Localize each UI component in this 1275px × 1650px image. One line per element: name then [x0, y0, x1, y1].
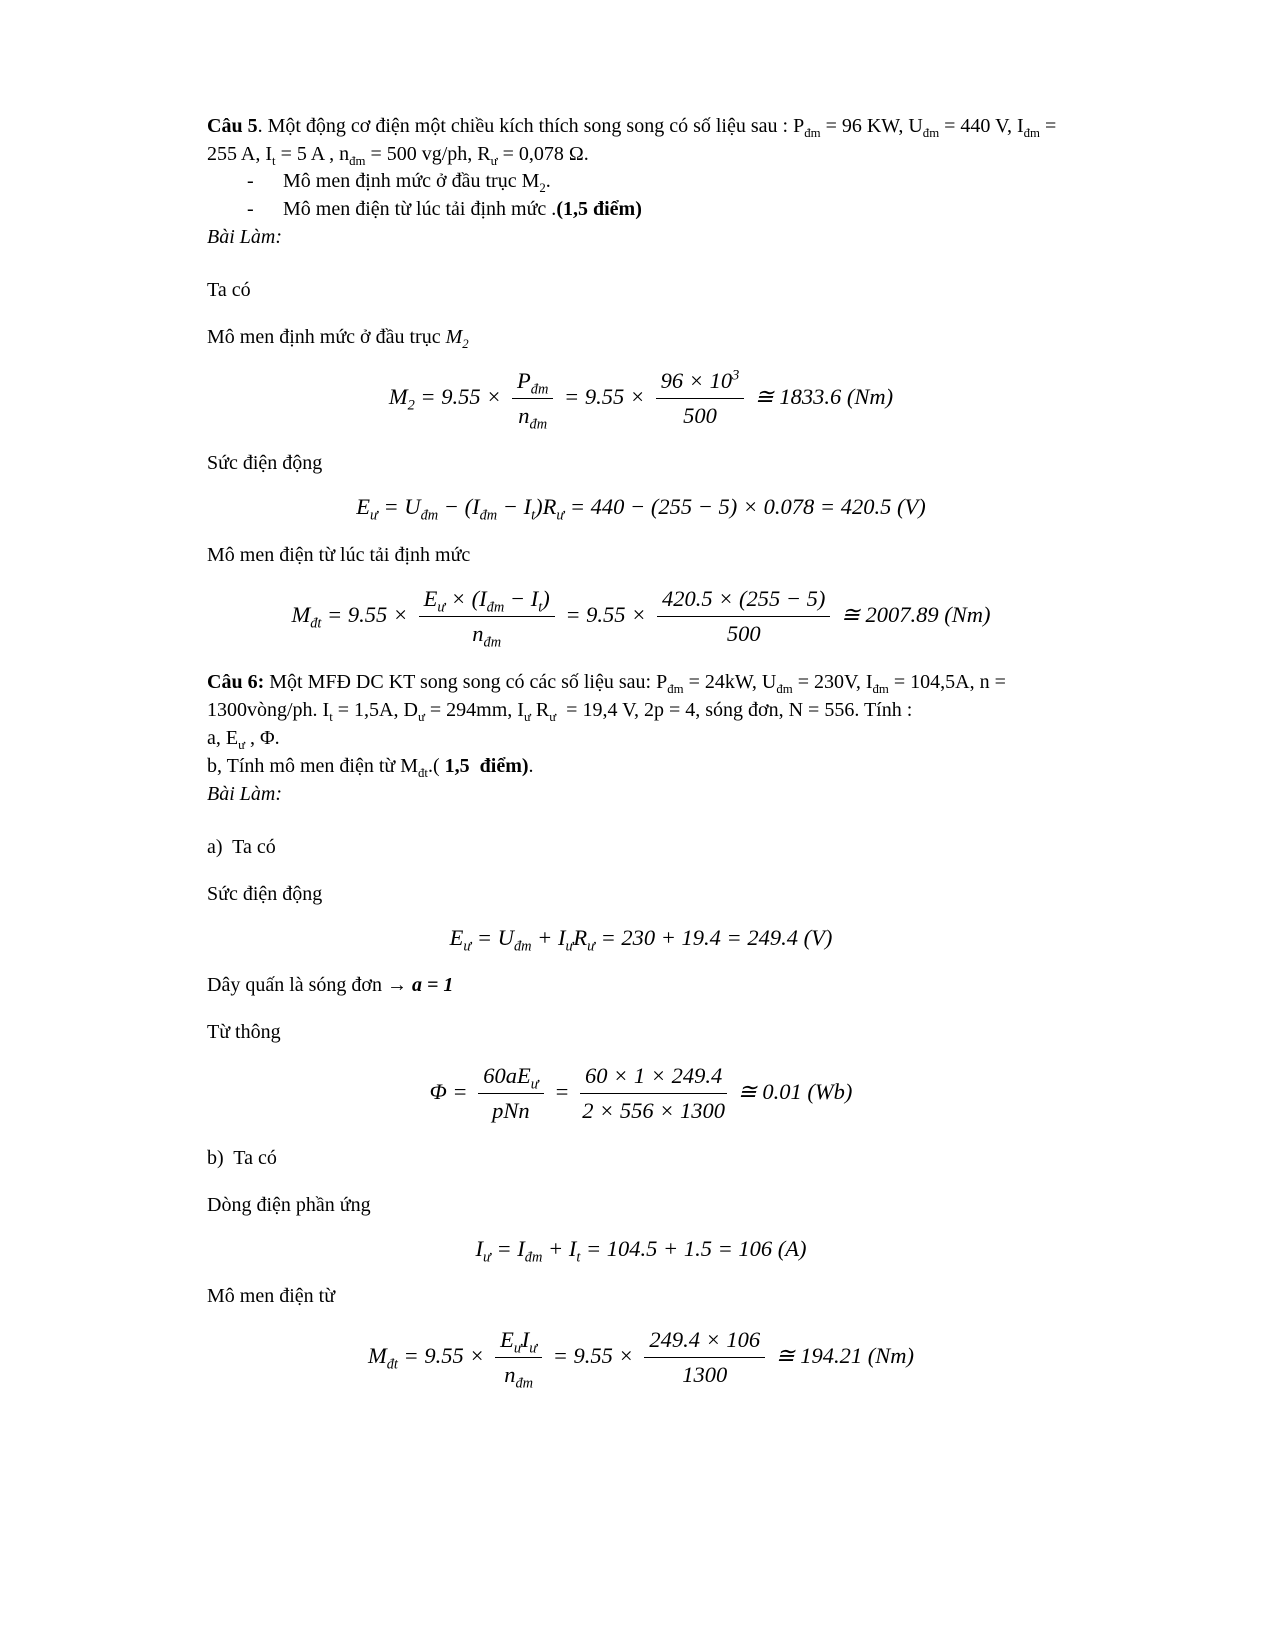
cau5-bullet-1-text: Mô men định mức ở đầu trục $M_2$.: [283, 170, 551, 195]
formula-eu-cau5: $E_ư = U_{đm} - (I_{đm} - I_t)R_ư = 440 - (255 - 5) \times 0.078 = 420.5$ (V): [356, 494, 926, 524]
cau6-tu-thong-label: Từ thông: [207, 1020, 281, 1043]
cau5-ta-co-label: Ta có: [207, 279, 251, 302]
formula-iu: $I_ư = I_{đm} + I_t = 104.5 + 1.5 = 106$ (A): [475, 1236, 807, 1266]
cau5-mdt-intro: Mô men điện từ lúc tải định mức: [207, 543, 471, 566]
cau5-bai-lam-label: Bài Làm:: [207, 226, 282, 249]
cau5-bullet-1: [207, 168, 1075, 196]
cau6-a-ta-co-label: a) Ta có: [207, 835, 276, 858]
bullet-dash: -: [247, 197, 254, 220]
formula-phi: Φ = $\frac{60aE_ư}{\text{pNn}}$ = $\frac{60 \times 1 \times 249.4}{2 \times 556 \times 1300}$ ≅ 0.01 (Wb): [429, 1062, 853, 1124]
cau6-mo-men-label: Mô men điện từ: [207, 1285, 336, 1308]
bullet-dash: -: [247, 170, 254, 192]
cau6-part-b-line: b, Tính mô men điện từ $M_{đt}$.( 1,5 điểm).: [207, 754, 534, 780]
formula-eu-cau6: $E_ư = U_{đm} + I_ưR_ư = 230 + 19.4 = 249.4$ (V): [449, 924, 833, 955]
cau6-part-a-line: a, $E_ư$ , Φ.: [207, 726, 280, 752]
formula-m2: $M_2 = 9.55$ × $\frac{P_{đm}}{n_{đm}}$ = 9.55 × $\frac{96 \times 10^3}{500}$ ≅ 1833.6 (Nm): [388, 367, 894, 433]
cau5-bullet-2-text: Mô men điện từ lúc tải định mức .(1,5 điểm): [283, 197, 642, 220]
cau6-bai-lam-label: Bài Làm:: [207, 782, 282, 805]
cau5-bullet-2: [207, 196, 1075, 224]
formula-mdt-cau6: $M_{đt} = 9.55$ × $\frac{E_ưI_ư}{n_{đm}}$ = 9.55 × $\frac{249.4 \times 106}{1300}$ ≅ 194.21 (Nm): [367, 1327, 915, 1392]
cau6-dong-dien-label: Dòng điện phần ứng: [207, 1194, 371, 1217]
cau6-statement: Câu 6: Một MFĐ DC KT song song có các số liệu sau: $P_{đm} = 24kW$, $U_{đm} = 230V$, $I_{đm} = 104,5A$, n = 1300vòng/ph. $I_t = 1,5A$, $D_ư = 294mm$, $I_ư$ $R_ư = 19,4$ V, 2p = 4, sóng đơn, N = 556. Tính :: [207, 670, 1011, 724]
cau5-suc-dien-dong-label: Sức điện động: [207, 452, 323, 475]
cau6-suc-dien-dong-label: Sức điện động: [207, 882, 323, 905]
cau5-statement: Câu 5. Một động cơ điện một chiều kích thích song song có số liệu sau : $P_{đm} = 96$ KW, $U_{đm} = 440$ V, $I_{đm} = 255$ A, $I_t = 5$ A , $n_{đm} = 500$ vg/ph, $R_ư = 0,078$ Ω.: [207, 115, 1062, 168]
cau5-m2-intro: Mô men định mức ở đầu trục $M_2$: [207, 326, 469, 352]
formula-mdt-cau5: $M_{đt} = 9.55$ × $\frac{E_ư \times (I_{đm} - I_t)}{n_{đm}}$ = 9.55 × $\frac{420.5 \times (255 - 5)}{500}$ ≅ 2007.89 (Nm): [291, 585, 991, 651]
cau6-b-ta-co-label: b) Ta có: [207, 1147, 277, 1170]
cau6-day-quan-line: Dây quấn là sóng đơn → a = 1: [207, 973, 454, 996]
